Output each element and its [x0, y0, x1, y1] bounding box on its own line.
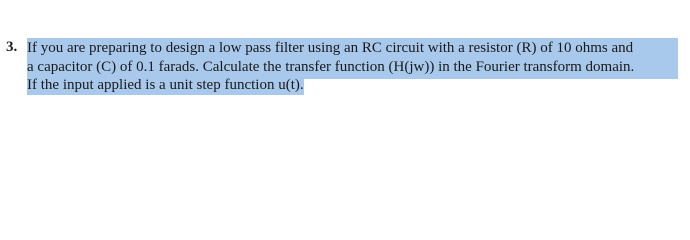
question-text[interactable] [27, 38, 683, 95]
selected-text[interactable]: If the input applied is a unit step function u(t). [27, 77, 304, 93]
question-line-2 [27, 57, 683, 76]
question-line-1 [27, 38, 683, 57]
selected-text[interactable]: a capacitor (C) of 0.1 farads. Calculate the transfer function (H(jw)) in the Fourier transform domain. [27, 57, 678, 79]
question-number: 3. [6, 39, 18, 55]
selected-text[interactable]: If you are preparing to design a low pass filter using an RC circuit with a resistor (R) of 10 ohms and [27, 38, 678, 60]
